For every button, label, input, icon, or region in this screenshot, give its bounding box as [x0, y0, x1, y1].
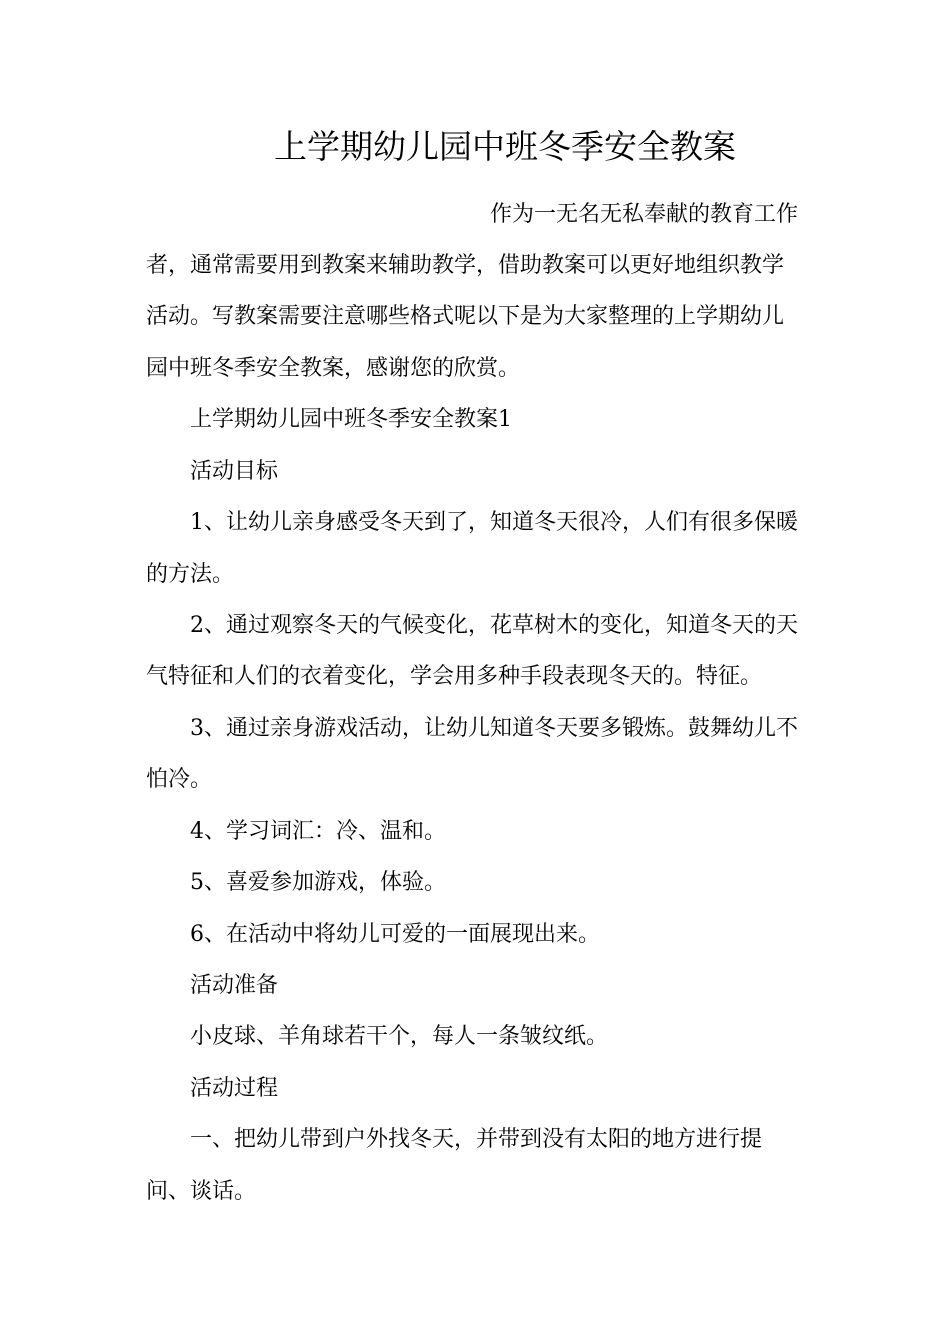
intro-line-1: 作为一无名无私奉献的教育工作	[490, 202, 799, 227]
section-heading-plan-1: 上学期幼儿园中班冬季安全教案1	[190, 407, 512, 432]
document-page: 上学期幼儿园中班冬季安全教案 作为一无名无私奉献的教育工作 者，通常需要用到教案来辅助教学，借助教案可以更好地组织教学 活动。写教案需要注意哪些格式呢以下是为大家整理的上学期幼儿 园中班冬季安全教案，感谢您的欣赏。 上学期幼儿园中班冬季安全教案1 活动目标 1、让幼儿亲身感受冬天到了，知道冬天很冷，人们有很多保暖 的方法。 2、通过观察冬天的气候变化，花草树木的变化，知道冬天的天 气特征和人们的衣着变化，学会用多种手段表现冬天的。特征。 3、通过亲身游戏活动，让幼儿知道冬天要多锻炼。鼓舞幼儿不 怕冷。 4、学习词汇：冷、温和。 5、喜爱参加游戏，体验。 6、在活动中将幼儿可爱的一面展现出来。 活动准备 小皮球、羊角球若干个，每人一条皱纹纸。 活动过程 一、把幼儿带到户外找冬天，并带到没有太阳的地方进行提 问、谈话。	[0, 0, 950, 1344]
preparation-text: 小皮球、羊角球若干个，每人一条皱纹纸。	[190, 1024, 609, 1049]
heading-activity-process: 活动过程	[190, 1076, 279, 1101]
intro-line-2: 者，通常需要用到教案来辅助教学，借助教案可以更好地组织教学	[146, 253, 785, 278]
process-step-1-line-1: 一、把幼儿带到户外找冬天，并带到没有太阳的地方进行提	[190, 1127, 763, 1152]
goal-6: 6、在活动中将幼儿可爱的一面展现出来。	[190, 922, 600, 947]
process-step-1-line-2: 问、谈话。	[146, 1179, 257, 1204]
goal-1-line-1: 1、让幼儿亲身感受冬天到了，知道冬天很冷，人们有很多保暖	[190, 510, 798, 535]
heading-activity-goals: 活动目标	[190, 459, 279, 484]
intro-line-3: 活动。写教案需要注意哪些格式呢以下是为大家整理的上学期幼儿	[146, 304, 785, 329]
intro-line-4: 园中班冬季安全教案，感谢您的欣赏。	[146, 356, 521, 381]
heading-activity-preparation: 活动准备	[190, 973, 279, 998]
goal-2-line-2: 气特征和人们的衣着变化，学会用多种手段表现冬天的。特征。	[146, 664, 763, 689]
goal-2-line-1: 2、通过观察冬天的气候变化，花草树木的变化，知道冬天的天	[190, 613, 798, 638]
goal-5: 5、喜爱参加游戏，体验。	[190, 870, 446, 895]
goal-3-line-2: 怕冷。	[146, 767, 213, 792]
goal-1-line-2: 的方法。	[146, 562, 235, 587]
goal-3-line-1: 3、通过亲身游戏活动，让幼儿知道冬天要多锻炼。鼓舞幼儿不	[190, 716, 798, 741]
goal-4: 4、学习词汇：冷、温和。	[190, 819, 446, 844]
